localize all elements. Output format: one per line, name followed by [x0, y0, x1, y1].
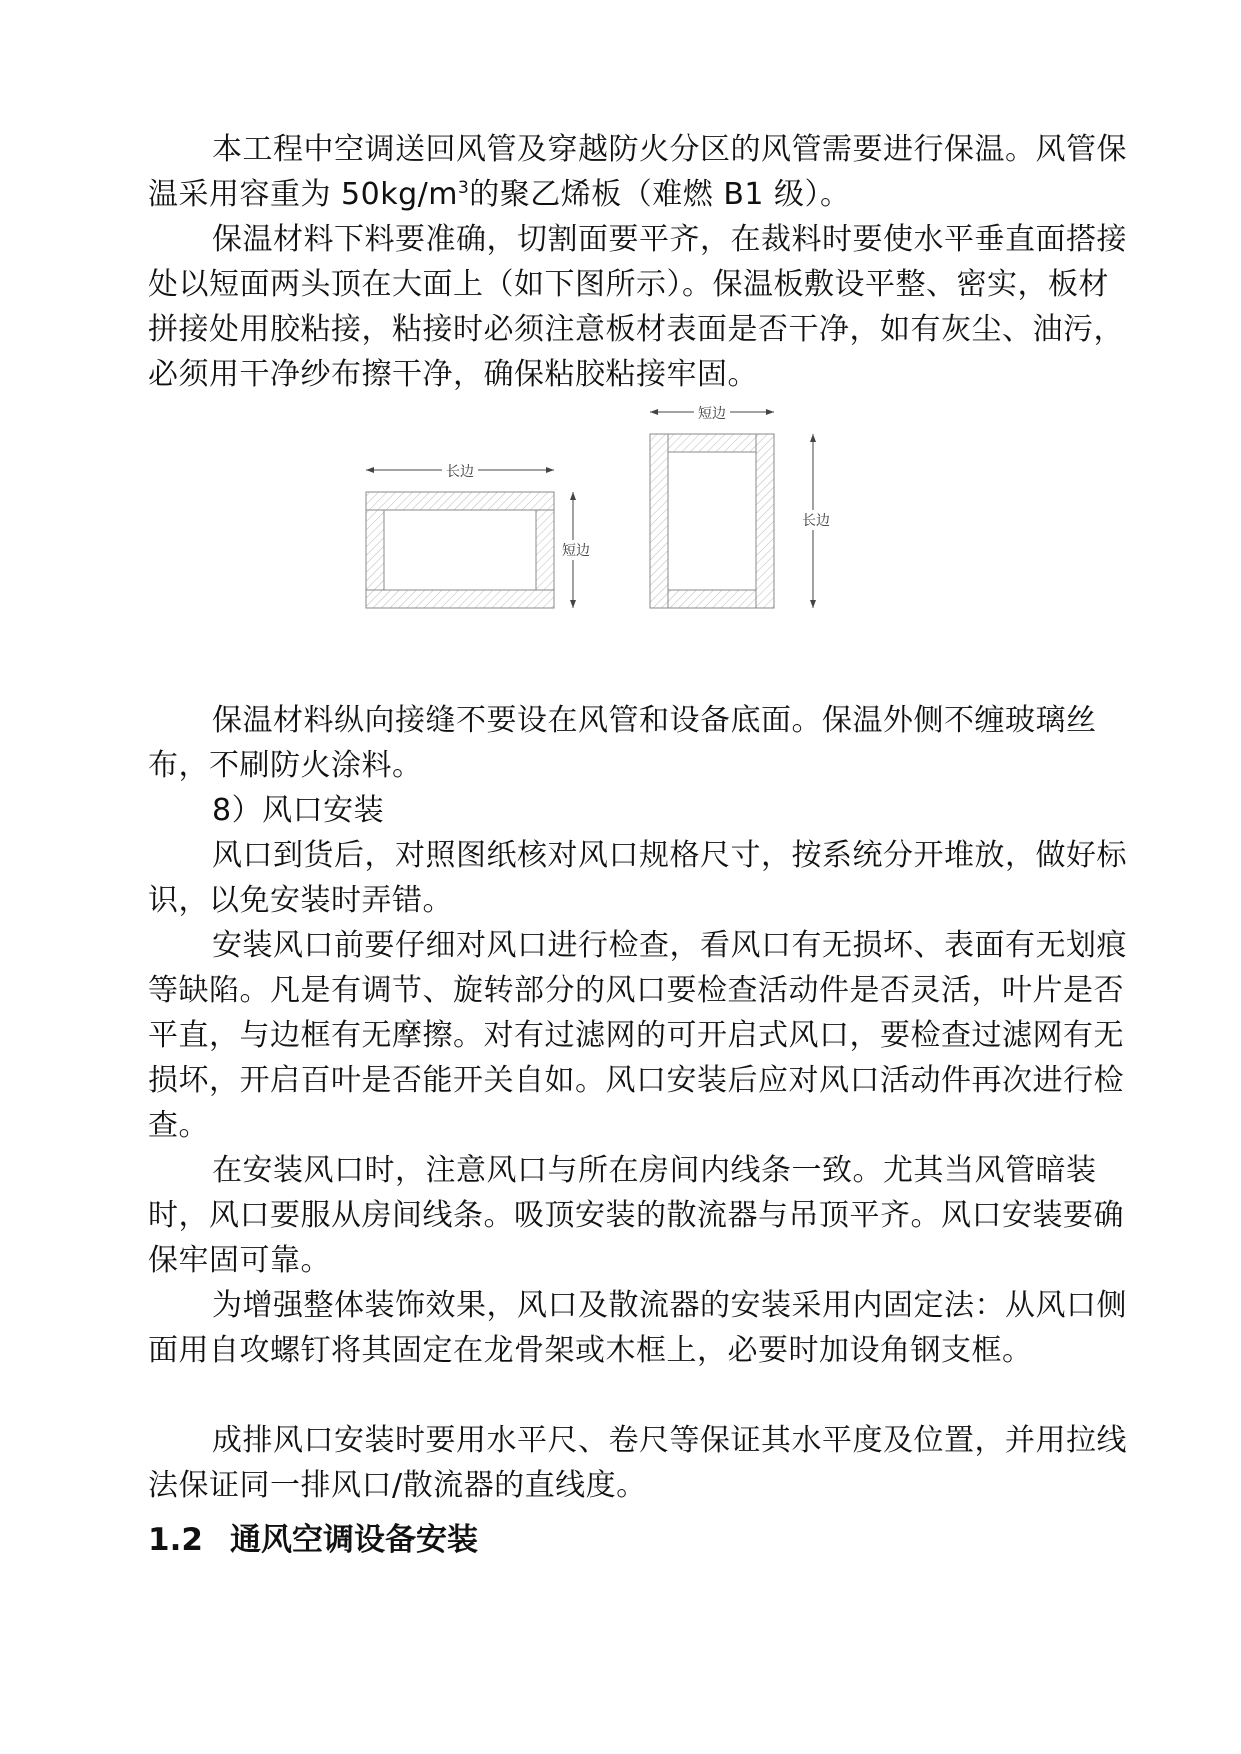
paragraph-insulation-intro-text: 本工程中空调送回风管及穿越防火分区的风管需要进行保温。风管保温采用容重为 50kg/m: [148, 132, 1127, 212]
right-duct-diagram: [650, 403, 836, 608]
paragraph-fixing: 为增强整体装饰效果，风口及散流器的安装采用内固定法：从风口侧面用自攻螺钉将其固定在龙骨架或木框上，必要时加设角钢支框。: [148, 1288, 1127, 1368]
left-duct-diagram: [366, 461, 596, 608]
right-side-label: 长边: [802, 513, 830, 529]
left-inner-hollow: [384, 510, 536, 590]
arrow-right-icon: [546, 467, 554, 473]
section-subheading-air-outlet: 8）风口安装: [212, 793, 385, 828]
arrow-right-icon: [766, 409, 774, 415]
paragraph-insulation-intro-end: 的聚乙烯板（难燃 B1 级）。: [469, 177, 851, 212]
paragraph-row-installation: 成排风口安装时要用水平尺、卷尺等保证其水平度及位置，并用拉线法保证同一排风口/散流器的直线度。: [148, 1423, 1127, 1503]
section-heading: [148, 1518, 478, 1563]
paragraph-arrival: 风口到货后，对照图纸核对风口规格尺寸，按系统分开堆放，做好标识，以免安装时弄错。: [148, 838, 1127, 918]
insulation-joint-diagram: [360, 400, 840, 640]
paragraph-inspection: 安装风口前要仔细对风口进行检查，看风口有无损坏、表面有无划痕等缺陷。凡是有调节、旋转部分的风口要检查活动件是否灵活，叶片是否平直，与边框有无摩擦。对有过滤网的可开启式风口，要检查过滤网有无损坏，开启百叶是否能开关自如。风口安装后应对风口活动件再次进行检查。: [148, 928, 1127, 1143]
arrow-up-icon: [810, 434, 816, 442]
paragraph-seam: 保温材料纵向接缝不要设在风管和设备底面。保温外侧不缠玻璃丝布，不刷防火涂料。: [148, 703, 1097, 783]
superscript-3: 3: [457, 178, 470, 198]
left-side-label: 短边: [562, 543, 590, 559]
right-top-label: 短边: [698, 406, 726, 422]
arrow-down-icon: [810, 600, 816, 608]
section-title: 通风空调设备安装: [230, 1522, 478, 1558]
arrow-left-icon: [366, 467, 374, 473]
right-inner-hollow: [668, 452, 756, 590]
paragraph-insulation-intro: [148, 127, 1128, 217]
arrow-down-icon: [570, 600, 576, 608]
paragraph-cutting: 保温材料下料要准确，切割面要平齐，在裁料时要使水平垂直面搭接处以短面两头顶在大面上（如下图所示）。保温板敷设平整、密实，板材拼接处用胶粘接，粘接时必须注意板材表面是否干净，如有灰尘、油污，必须用干净纱布擦干净，确保粘胶粘接牢固。: [148, 222, 1127, 392]
section-number: 1.2: [148, 1522, 203, 1558]
insulation-joint-figure: [360, 400, 840, 640]
arrow-left-icon: [650, 409, 658, 415]
left-top-label: 长边: [446, 464, 474, 480]
paragraph-alignment: 在安装风口时，注意风口与所在房间内线条一致。尤其当风管暗装时，风口要服从房间线条。吸顶安装的散流器与吊顶平齐。风口安装要确保牢固可靠。: [148, 1153, 1124, 1278]
arrow-up-icon: [570, 492, 576, 500]
